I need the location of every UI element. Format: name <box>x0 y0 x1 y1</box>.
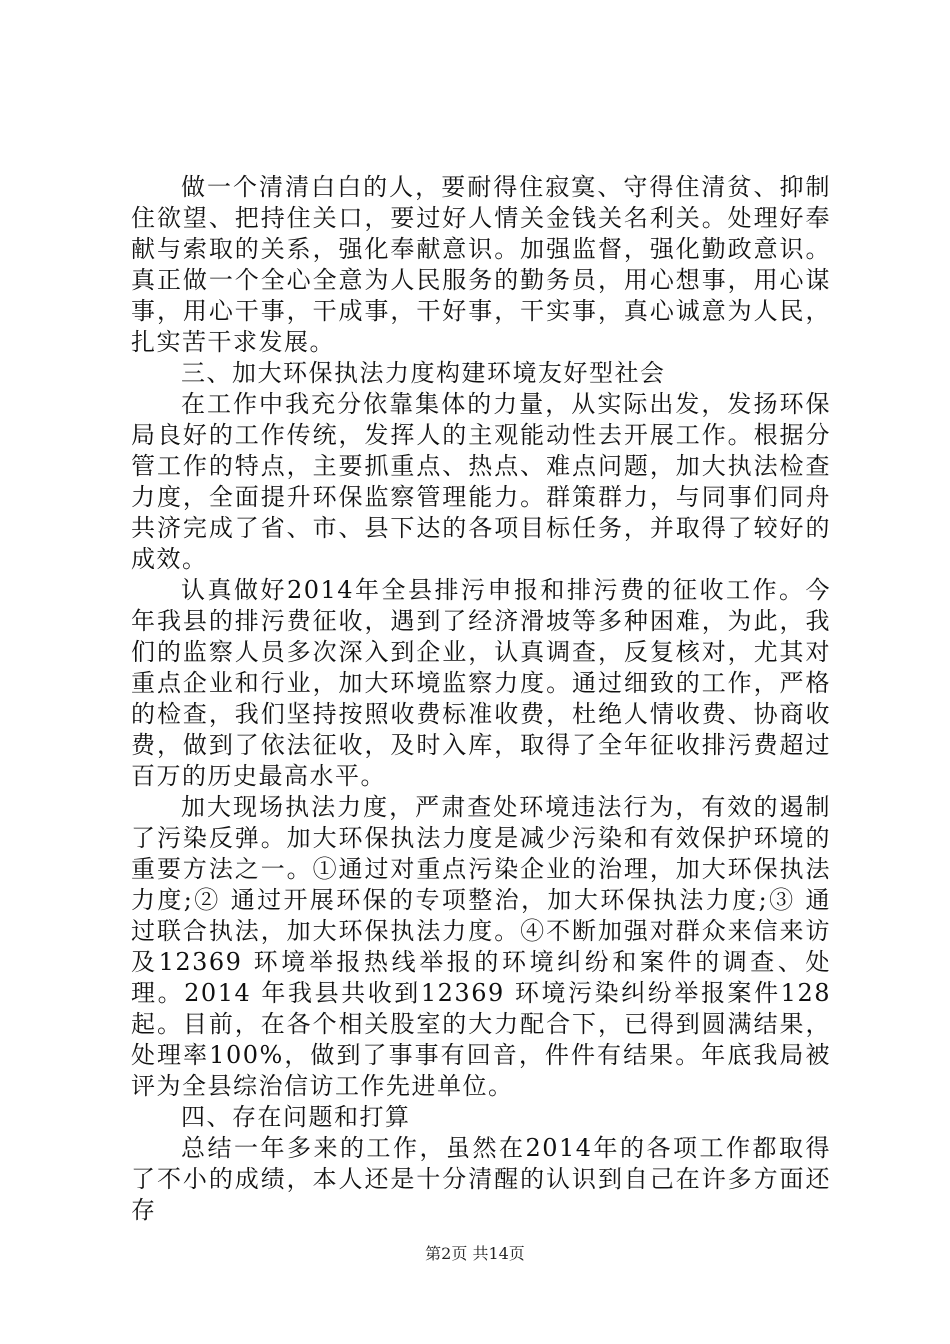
document-body <box>131 172 831 1226</box>
page-footer: 第2页 共14页 <box>425 1244 525 1263</box>
section-heading-4: 四、存在问题和打算 <box>181 1103 411 1131</box>
paragraph-teamwork: 在工作中我充分依靠集体的力量，从实际出发，发扬环保局良好的工作传统，发挥人的主观能动性去开展工作。根据分管工作的特点，主要抓重点、热点、难点问题，加大执法检查力度，全面提升环保监察管理能力。群策群力，与同事们同舟共济完成了省、市、县下达的各项目标任务，并取得了较好的成效。 <box>131 390 831 573</box>
section-heading-3: 三、加大环保执法力度构建环境友好型社会 <box>181 359 666 387</box>
paragraph-fee-collection: 认真做好2014年全县排污申报和排污费的征收工作。今年我县的排污费征收，遇到了经济滑坡等多种困难，为此，我们的监察人员多次深入到企业，认真调查，反复核对，尤其对重点企业和行业，加大环境监察力度。通过细致的工作，严格的检查，我们坚持按照收费标准收费，杜绝人情收费、协商收费，做到了依法征收，及时入库，取得了全年征收排污费超过百万的历史最高水平。 <box>131 576 831 790</box>
paragraph-enforcement: 加大现场执法力度，严肃查处环境违法行为，有效的遏制了污染反弹。加大环保执法力度是减少污染和有效保护环境的重要方法之一。①通过对重点污染企业的治理，加大环保执法力度;② 通过开展环保的专项整治，加大环保执法力度;③ 通过联合执法，加大环保执法力度。④不断加强对群众来信来访及12369 环境举报热线举报的环境纠纷和案件的调查、处理。2014 年我县共收到12369 环境污染纠纷举报案件128 起。目前，在各个相关股室的大力配合下，已得到圆满结果，处理率100%，做到了事事有回音，件件有结果。年底我局被评为全县综治信访工作先进单位。 <box>131 793 831 1100</box>
paragraph-summary: 总结一年多来的工作，虽然在2014年的各项工作都取得了不小的成绩，本人还是十分清醒的认识到自己在许多方面还存 <box>131 1134 831 1224</box>
paragraph-integrity: 做一个清清白白的人，要耐得住寂寞、守得住清贫、抑制住欲望、把持住关口，要过好人情关金钱关名利关。处理好奉献与索取的关系，强化奉献意识。加强监督，强化勤政意识。真正做一个全心全意为人民服务的勤务员，用心想事，用心谋事，用心干事，干成事，干好事，干实事，真心诚意为人民，扎实苦干求发展。 <box>131 173 831 356</box>
